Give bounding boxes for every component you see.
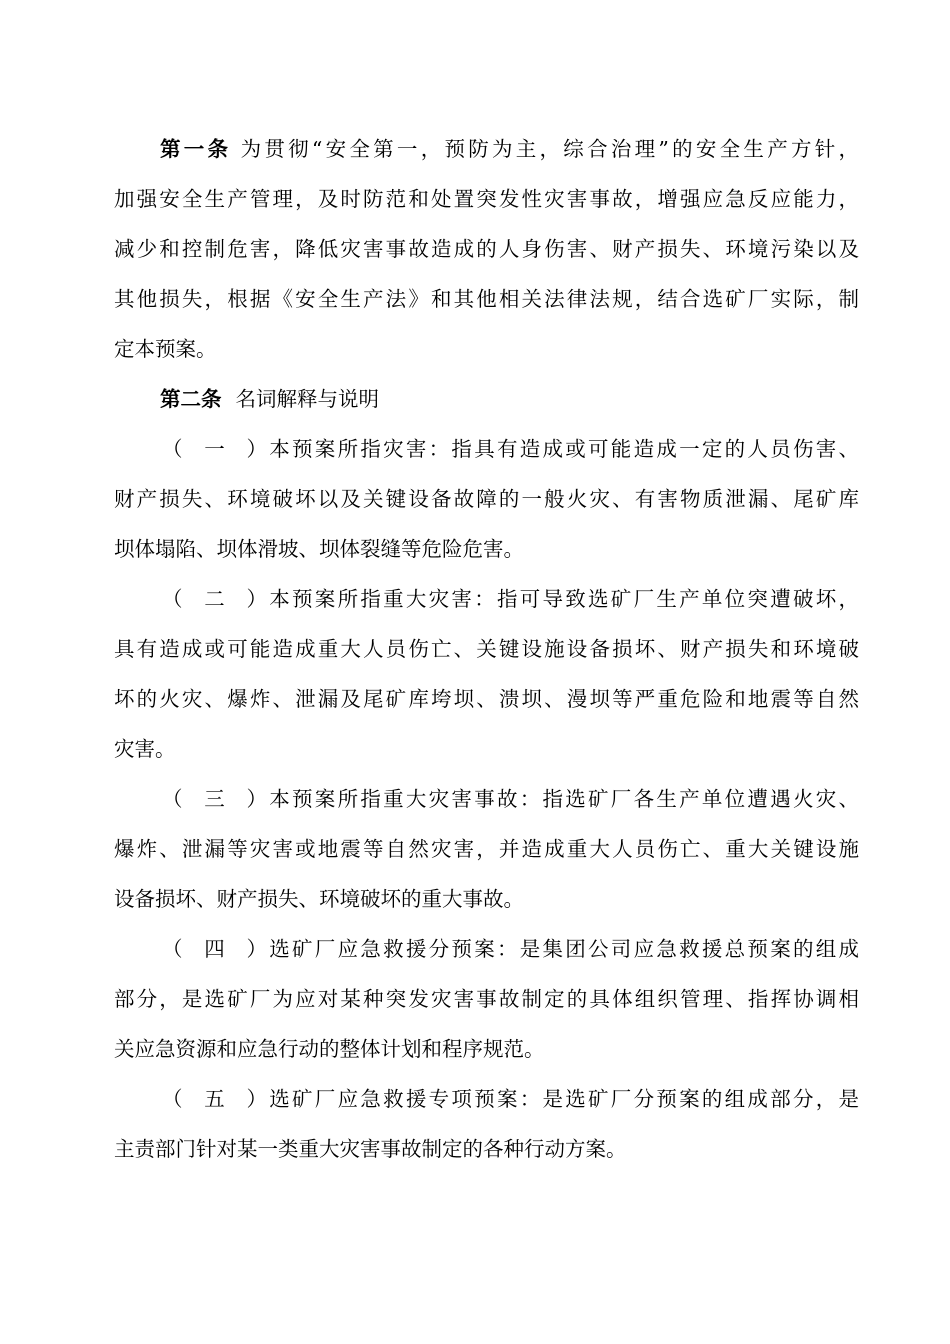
item-5-line-1 — [114, 1074, 859, 1124]
article-1-line-5: 定本预案。 — [114, 337, 217, 361]
item-2-text: 本预案所指重大灾害：指可导致选矿厂生产单位突遭破坏， — [267, 587, 859, 611]
article-2-line — [114, 374, 859, 424]
item-4-line-2: 部分，是选矿厂为应对某种突发灾害事故制定的具体组织管理、指挥协调相 — [114, 987, 859, 1011]
item-3-line-2: 爆炸、泄漏等灾害或地震等自然灾害，并造成重大人员伤亡、重大关键设施 — [114, 837, 859, 861]
article-1-line-1 — [114, 124, 859, 174]
item-2-line-1 — [114, 574, 859, 624]
article-1-line-2: 加强安全生产管理，及时防范和处置突发性灾害事故，增强应急反应能力， — [114, 187, 859, 211]
item-2-line-2: 具有造成或可能造成重大人员伤亡、关键设施设备损坏、财产损失和环境破 — [114, 637, 859, 661]
item-2-line-3: 坏的火灾、爆炸、泄漏及尾矿库垮坝、溃坝、漫坝等严重危险和地震等自然 — [114, 687, 859, 711]
article-2-title: 名词解释与说明 — [235, 387, 379, 411]
item-4-line-3: 关应急资源和应急行动的整体计划和程序规范。 — [114, 1037, 545, 1061]
item-1-text: 本预案所指灾害：指具有造成或可能造成一定的人员伤害、 — [267, 437, 859, 461]
item-1-line-3: 坝体塌陷、坝体滑坡、坝体裂缝等危险危害。 — [114, 537, 524, 561]
item-1-marker: （一） — [162, 437, 267, 461]
article-2-heading: 第二条 — [160, 387, 222, 411]
item-5-marker: （五） — [162, 1087, 267, 1111]
item-3-marker: （三） — [162, 787, 267, 811]
item-4-line-1 — [114, 924, 859, 974]
item-3-line-3: 设备损坏、财产损失、环境破坏的重大事故。 — [114, 887, 524, 911]
article-1-line-3: 减少和控制危害，降低灾害事故造成的人身伤害、财产损失、环境污染以及 — [114, 237, 859, 261]
article-1-line-4: 其他损失，根据《安全生产法》和其他相关法律法规，结合选矿厂实际，制 — [114, 287, 859, 311]
article-1-text: 为贯彻“安全第一，预防为主，综合治理”的安全生产方针， — [237, 137, 859, 161]
item-5-text: 选矿厂应急救援专项预案：是选矿厂分预案的组成部分，是 — [267, 1087, 859, 1111]
item-3-line-1 — [114, 774, 859, 824]
item-4-marker: （四） — [162, 937, 267, 961]
item-1-line-1 — [114, 424, 859, 474]
article-1-heading: 第一条 — [160, 137, 232, 161]
item-3-text: 本预案所指重大灾害事故：指选矿厂各生产单位遭遇火灾、 — [267, 787, 859, 811]
item-2-marker: （二） — [162, 587, 267, 611]
item-4-text: 选矿厂应急救援分预案：是集团公司应急救援总预案的组成 — [267, 937, 859, 961]
item-2-line-4: 灾害。 — [114, 737, 176, 761]
document-page — [114, 124, 859, 1174]
item-5-line-2: 主责部门针对某一类重大灾害事故制定的各种行动方案。 — [114, 1137, 627, 1161]
item-1-line-2: 财产损失、环境破坏以及关键设备故障的一般火灾、有害物质泄漏、尾矿库 — [114, 487, 859, 511]
